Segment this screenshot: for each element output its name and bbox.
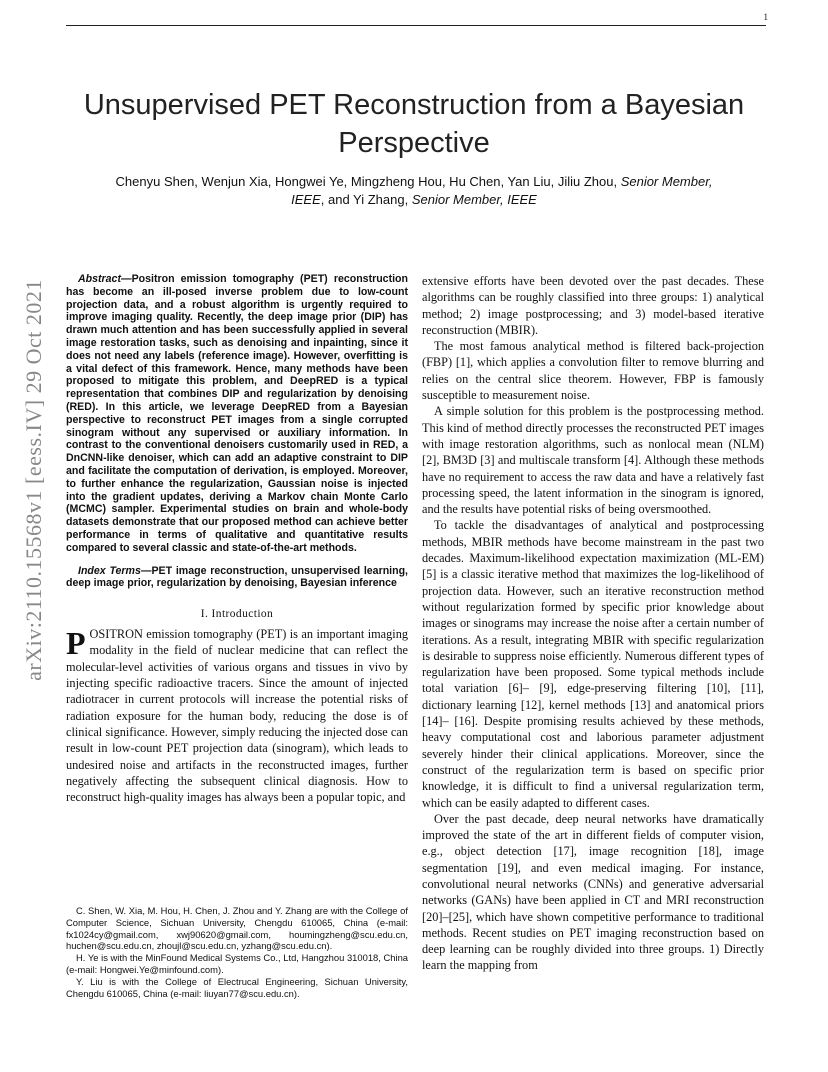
arxiv-stamp: [14, 279, 54, 681]
authors-line2: , and Yi Zhang,: [320, 192, 412, 207]
index-terms-lead: Index Terms—: [78, 564, 152, 577]
author-list: [60, 173, 768, 209]
abstract: [66, 273, 408, 555]
footnote-affiliation-1: C. Shen, W. Xia, M. Hou, H. Chen, J. Zhou and Y. Zhang are with the College of Computer Science, Sichuan University, Chengdu 610065, China (e-mail: fx1024cy@gmail.com, xwj90620@gmail.com, houmingzheng@scu.edu.cn, huchen@scu.edu.cn, zhoujl@scu.edu.cn, yzhang@scu.edu.cn).: [66, 905, 408, 952]
footnote-affiliation-2: H. Ye is with the MinFound Medical Systems Co., Ltd, Hangzhou 310018, China (e-mail: Hongwei.Ye@minfound.com).: [66, 952, 408, 975]
drop-cap: P: [66, 625, 86, 662]
body-paragraph: A simple solution for this problem is the postprocessing method. This kind of method directly processes the reconstructed PET images with image restoration algorithms, such as nonlocal mean (NLM) [2], BM3D [3] and multiscale transform [4]. Although these methods have no requirement to access the raw data and have a relatively fast processing speed, the latent information in the sinogram is ignored, and the results have potential risks of being oversmoothed.: [422, 404, 764, 517]
footnotes: [66, 905, 408, 999]
abstract-lead: Abstract—: [78, 273, 132, 285]
body-paragraph: Over the past decade, deep neural networks have dramatically improved the state of the art in different fields of computer vision, e.g., object detection [17], image recognition [18], image segmentation [19], and even medical imaging. For instance, convolutional neural networks (CNNs) and generative adversarial networks (GANs) have been applied in CT and MRI reconstruction [20]–[25], which have shown competitive performance to traditional methods. Recent studies on PET imaging reconstruction based on deep learning can be roughly divided into three groups. 1) Directly learn the mapping from: [422, 811, 764, 973]
section-heading-introduction: I. Introduction: [200, 608, 274, 621]
right-column: [422, 273, 764, 974]
authors-line1-affil: Senior Member,: [620, 174, 713, 189]
footnote-affiliation-3: Y. Liu is with the College of Electrucal Engineering, Sichuan University, Chengdu 610065, China (e-mail: liuyan77@scu.edu.cn).: [66, 975, 408, 999]
arxiv-id: arXiv:2110.15568v1 [eess.IV] 29 Oct 2021: [21, 279, 46, 681]
authors-line2-affil: Senior Member, IEEE: [411, 192, 537, 207]
abstract-text: Positron emission tomography (PET) reconstruction has become an ill-posed inverse problem due to low-count projection data, and a robust algorithm is urgently required to improve imaging quality. Recently, the deep image prior (DIP) has drawn much attention and has been successfully applied in several image restoration tasks, such as denoising and inpainting, since it does not need any labels (reference image). However, overfitting is a vital defect of this framework. Hence, many methods have been proposed to mitigate this problem, and DeepRED is a typical representation that combines DIP and regularization by denoising (RED). In this article, we leverage DeepRED from a Bayesian perspective to reconstruct PET images from a single corrupted sinogram without any supervised or auxiliary information. In contrast to the conventional denoisers customarily used in RED, a DnCNN-like denoiser, which can add an adaptive constraint to DIP and facilitate the computation of derivation, is employed. Moreover, to further enhance the regularization, Gaussian noise is injected into the gradient updates, deriving a Markov chain Monte Carlo (MCMC) sampler. Experimental studies on brain and whole-body datasets demonstrate that our proposed method can achieve better performance in terms of qualitative and quantitative results compared to several classic and state-of-the-art methods.: [66, 273, 408, 554]
body-paragraph: extensive efforts have been devoted over the past decades. These algorithms can be roughly classified into three groups: 1) analytical method; 2) image postprocessing; and 3) model-based iterative reconstruction (MBIR).: [422, 274, 764, 337]
body-paragraph: The most famous analytical method is filtered back-projection (FBP) [1], which applies a convolution filter to remove blurring and relies on the central slice theorem. However, FBP is famously susceptible to measurement noise.: [422, 339, 764, 403]
header-rule: [66, 25, 766, 26]
index-terms: [66, 565, 408, 591]
paper-title: Unsupervised PET Reconstruction from a Bayesian Perspective: [83, 89, 745, 159]
intro-paragraph: [66, 626, 408, 805]
authors-line1: Chenyu Shen, Wenjun Xia, Hongwei Ye, Mingzheng Hou, Hu Chen, Yan Liu, Jiliu Zhou,: [115, 174, 621, 189]
page-number: 1: [763, 12, 768, 22]
intro-text: OSITRON emission tomography (PET) is an important imaging modality in the field of nuclear medicine that can reflect the molecular-level activities of various organs and tissues in vivo by injecting specific radioactive tracers. Since the amount of injected radiotracer in current protocols will increase the potential risks of radiation exposure for the human body, reducing the dose is of clinical significance. However, simply reducing the injected dose can result in low-count PET projection data (sinogram), which leads to undesired noise and artifacts in the reconstructed images, further negatively affecting the subsequent clinical diagnosis. How to reconstruct high-quality images has always been a popular topic, and: [66, 627, 408, 805]
left-column: [66, 273, 408, 805]
body-paragraph: To tackle the disadvantages of analytical and postprocessing methods, MBIR methods have become mainstream in the past two decades. Maximum-likelihood expectation maximization (ML-EM) [5] is a classic iterative method that maximizes the log-likelihood of projection data. However, such an iterative reconstruction method without regularization formed by specific prior knowledge about images or sinograms may increase the noise after a certain number of iterations. As a result, integrating MBIR with specific regularization is desirable to suppress noise efficiently. Numerous different types of regularization have been proposed. Some typical methods include total variation [6]– [9], edge-preserving filtering [10], [11], dictionary learning [12], kernel methods [13] and anatomical priors [14]– [16]. Despite promising results achieved by these methods, heavy computational cost and laborious parameter adjustment severely hinder their clinical applications. Moreover, since the construct of the regularization term is based on specific prior knowledge, it is difficult to find a universal regularization term, which can be easily adapted to different cases.: [422, 518, 764, 810]
authors-line2-ieee: IEEE: [291, 192, 321, 207]
index-terms-text: PET image reconstruction, unsupervised learning, deep image prior, regularization by denoising, Bayesian inference: [66, 564, 409, 590]
